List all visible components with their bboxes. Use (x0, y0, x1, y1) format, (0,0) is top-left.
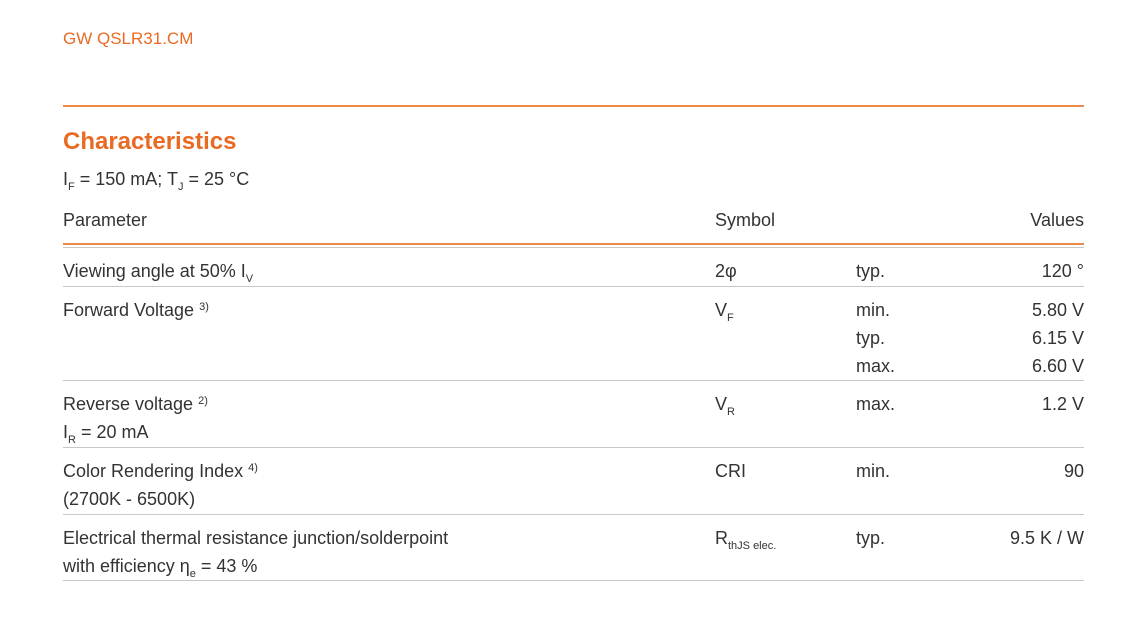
test-conditions: $I_F = 150$ mA; $T_J = 25$ °C (63, 169, 250, 193)
symbol-cell: CRI (715, 461, 746, 481)
symbol-cell: $V_F$ (715, 300, 734, 324)
qualifier-cell: min. (856, 461, 891, 481)
parameter-cell: Color Rendering Index $^{4)}$ (2700K - 6500K) (63, 461, 258, 509)
parameter-cell: Viewing angle at 50% $I_V$ (63, 261, 254, 285)
qualifier-cell: typ. (856, 261, 886, 281)
table-row (63, 448, 1084, 515)
product-code: GW QSLR31.CM (63, 29, 194, 48)
characteristics-table (63, 206, 1084, 581)
qualifier-cell: max. (856, 394, 896, 414)
value-cell: 120 ° (1041, 261, 1084, 281)
value-cell: 5.80 V 6.15 V 6.60 V (1031, 300, 1084, 376)
table-header-row (63, 206, 1084, 245)
header-divider (63, 105, 1084, 107)
parameter-cell: Electrical thermal resistance junction/solderpoint with efficiency $\eta_e = 43$ % (63, 528, 449, 580)
header-parameter: Parameter (63, 210, 148, 230)
header-values: Values (1030, 210, 1084, 230)
value-cell: 9.5 K / W (1009, 528, 1084, 548)
symbol-cell: $V_R$ (715, 394, 735, 418)
header-symbol: Symbol (715, 210, 776, 230)
table-row (63, 247, 1084, 287)
section-title: Characteristics (63, 128, 237, 155)
value-cell: 1.2 V (1041, 394, 1084, 414)
parameter-cell: Reverse voltage $^{2)}$ $I_R = 20$ mA (63, 394, 208, 446)
table-row (63, 381, 1084, 448)
value-cell: 90 (1063, 461, 1084, 481)
qualifier-cell: typ. (856, 528, 886, 548)
parameter-cell: Forward Voltage $^{3)}$ (63, 300, 209, 320)
table-row (63, 287, 1084, 381)
table-row (63, 515, 1084, 581)
symbol-cell: $R_{thJS elec.}$ (715, 528, 777, 552)
qualifier-cell: min. typ. max. (856, 300, 896, 376)
symbol-cell: 2φ (715, 261, 737, 281)
